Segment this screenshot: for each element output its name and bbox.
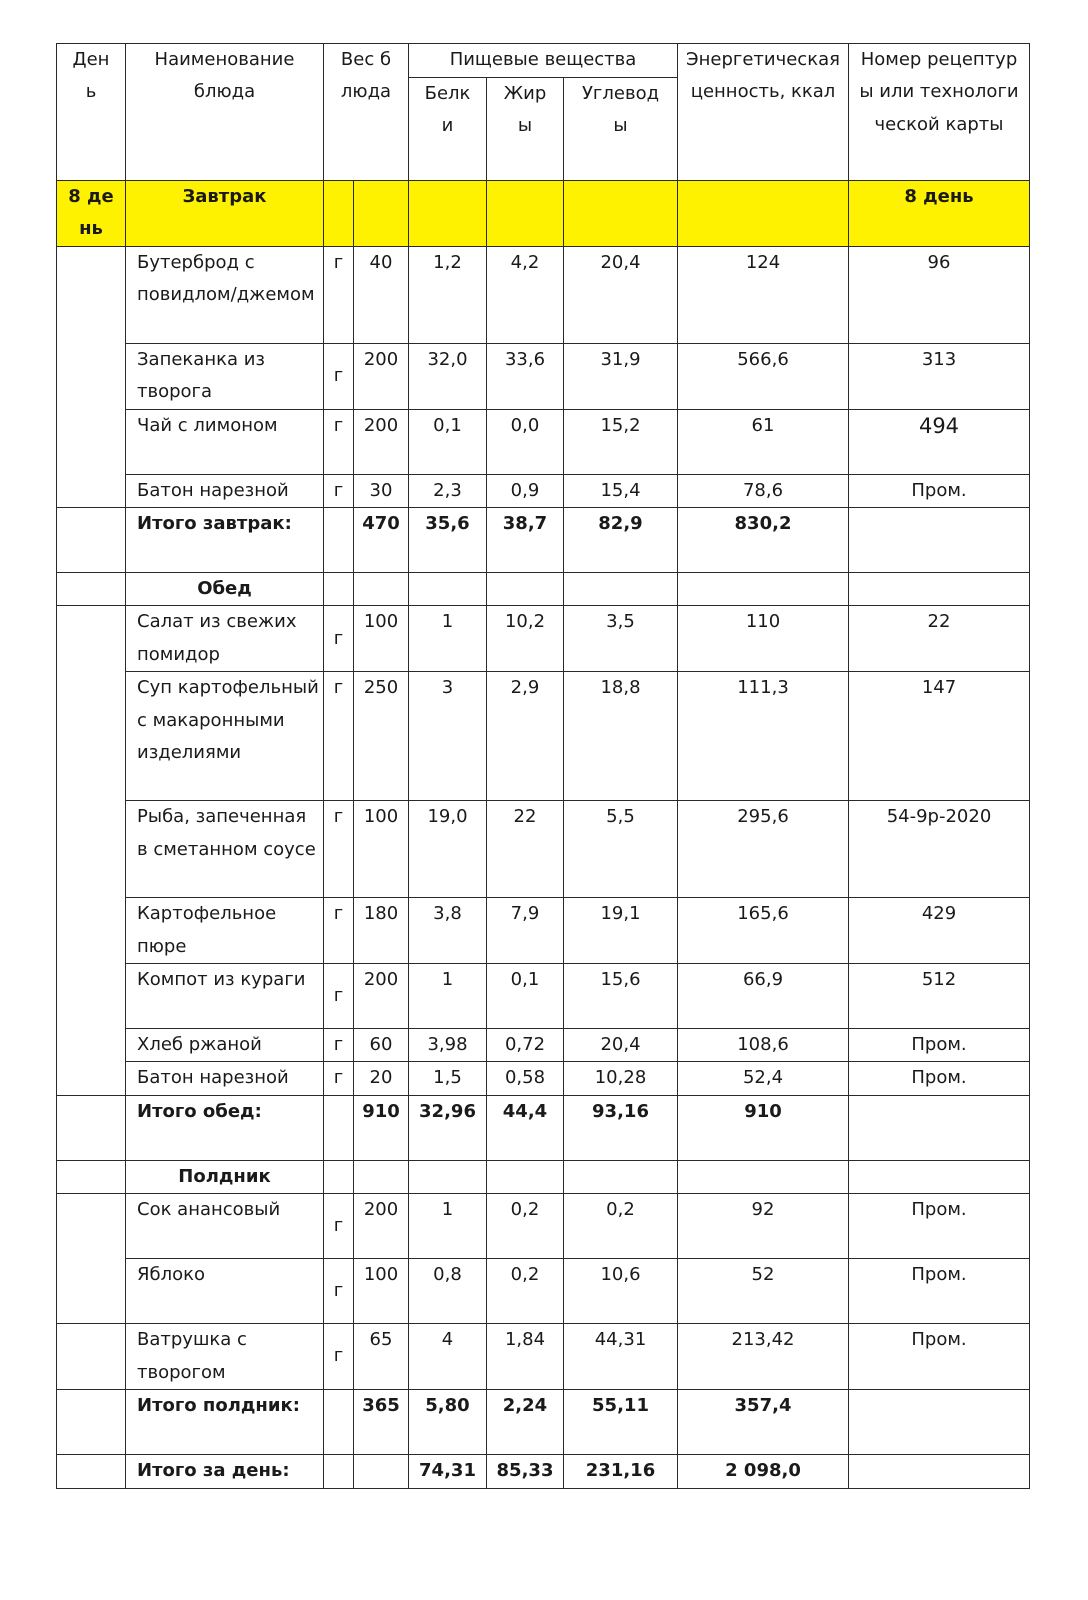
dish-recipe: 512	[849, 964, 1030, 1029]
dish-energy: 110	[678, 606, 849, 672]
unit: г	[324, 343, 354, 409]
day-total-label: Итого за день:	[126, 1455, 324, 1488]
dish-fats: 2,9	[487, 672, 564, 801]
dish-proteins: 1	[409, 964, 487, 1029]
snack-header-row	[57, 1160, 1030, 1193]
day-total-carbs: 231,16	[564, 1455, 678, 1488]
dish-recipe: 313	[849, 343, 1030, 409]
total-label: Итого завтрак:	[126, 508, 324, 573]
dish-carbs: 10,28	[564, 1062, 678, 1095]
dish-carbs: 5,5	[564, 801, 678, 898]
dish-carbs: 19,1	[564, 898, 678, 964]
table-row	[57, 801, 1030, 898]
dish-fats: 0,72	[487, 1029, 564, 1062]
unit: г	[324, 898, 354, 964]
dish-fats: 33,6	[487, 343, 564, 409]
dish-carbs: 44,31	[564, 1324, 678, 1390]
dish-recipe: Пром.	[849, 1259, 1030, 1324]
unit: г	[324, 474, 354, 507]
dish-recipe: 22	[849, 606, 1030, 672]
total-fats: 38,7	[487, 508, 564, 573]
total-weight: 910	[354, 1095, 409, 1160]
dish-weight: 200	[354, 964, 409, 1029]
header-carbs: Углеводы	[564, 78, 678, 181]
dish-recipe: 429	[849, 898, 1030, 964]
dish-proteins: 1	[409, 1194, 487, 1259]
dish-recipe: Пром.	[849, 1029, 1030, 1062]
dish-fats: 10,2	[487, 606, 564, 672]
day-total-proteins: 74,31	[409, 1455, 487, 1488]
dish-fats: 7,9	[487, 898, 564, 964]
dish-proteins: 1	[409, 606, 487, 672]
unit: г	[324, 801, 354, 898]
dish-proteins: 0,1	[409, 409, 487, 474]
day-cell-empty	[57, 1194, 126, 1324]
total-row-snack	[57, 1390, 1030, 1455]
dish-recipe: 147	[849, 672, 1030, 801]
day-total-fats: 85,33	[487, 1455, 564, 1488]
dish-name: Хлеб ржаной	[126, 1029, 324, 1062]
dish-carbs: 15,4	[564, 474, 678, 507]
dish-weight: 100	[354, 606, 409, 672]
dish-recipe: Пром.	[849, 1194, 1030, 1259]
dish-name: Компот из кураги	[126, 964, 324, 1029]
dish-fats: 0,2	[487, 1259, 564, 1324]
unit: г	[324, 1259, 354, 1324]
dish-weight: 180	[354, 898, 409, 964]
table-row	[57, 409, 1030, 474]
breakfast-header-row	[57, 181, 1030, 247]
header-nutrients: Пищевые вещества	[409, 44, 678, 78]
unit: г	[324, 246, 354, 343]
dish-name: Рыба, запеченная в сметанном соусе	[126, 801, 324, 898]
day-cell-empty	[57, 1324, 126, 1390]
dish-carbs: 20,4	[564, 1029, 678, 1062]
dish-name: Бутерброд с повидлом/джемом	[126, 246, 324, 343]
dish-carbs: 18,8	[564, 672, 678, 801]
dish-name: Батон нарезной	[126, 474, 324, 507]
dish-proteins: 2,3	[409, 474, 487, 507]
total-label: Итого обед:	[126, 1095, 324, 1160]
dish-weight: 30	[354, 474, 409, 507]
total-energy: 830,2	[678, 508, 849, 573]
dish-fats: 0,9	[487, 474, 564, 507]
dish-energy: 295,6	[678, 801, 849, 898]
dish-recipe: Пром.	[849, 1062, 1030, 1095]
dish-weight: 20	[354, 1062, 409, 1095]
dish-name: Чай с лимоном	[126, 409, 324, 474]
dish-energy: 52	[678, 1259, 849, 1324]
dish-energy: 165,6	[678, 898, 849, 964]
dish-proteins: 3,8	[409, 898, 487, 964]
unit: г	[324, 1194, 354, 1259]
dish-energy: 66,9	[678, 964, 849, 1029]
total-label: Итого полдник:	[126, 1390, 324, 1455]
header-day: День	[57, 44, 126, 181]
unit: г	[324, 1324, 354, 1390]
dish-proteins: 3	[409, 672, 487, 801]
header-recipe: Номер рецептуры или технологической карты	[849, 44, 1030, 181]
header-row	[57, 44, 1030, 78]
total-proteins: 5,80	[409, 1390, 487, 1455]
dish-name: Салат из свежих помидор	[126, 606, 324, 672]
day-cell-empty	[57, 606, 126, 1095]
dish-carbs: 15,6	[564, 964, 678, 1029]
dish-name: Яблоко	[126, 1259, 324, 1324]
total-fats: 44,4	[487, 1095, 564, 1160]
dish-energy: 52,4	[678, 1062, 849, 1095]
dish-fats: 0,2	[487, 1194, 564, 1259]
table-row	[57, 672, 1030, 801]
table-row	[57, 474, 1030, 507]
total-row-lunch	[57, 1095, 1030, 1160]
dish-name: Суп картофельный с макаронными изделиями	[126, 672, 324, 801]
total-fats: 2,24	[487, 1390, 564, 1455]
total-carbs: 82,9	[564, 508, 678, 573]
dish-carbs: 20,4	[564, 246, 678, 343]
day-total-energy: 2 098,0	[678, 1455, 849, 1488]
table-row	[57, 1259, 1030, 1324]
dish-weight: 100	[354, 801, 409, 898]
unit: г	[324, 964, 354, 1029]
unit: г	[324, 672, 354, 801]
dish-recipe: 96	[849, 246, 1030, 343]
dish-proteins: 0,8	[409, 1259, 487, 1324]
total-proteins: 32,96	[409, 1095, 487, 1160]
dish-energy: 566,6	[678, 343, 849, 409]
dish-weight: 200	[354, 409, 409, 474]
dish-recipe: Пром.	[849, 474, 1030, 507]
total-row-breakfast	[57, 508, 1030, 573]
section-title-snack: Полдник	[126, 1160, 324, 1193]
dish-recipe: 494	[849, 409, 1030, 474]
total-proteins: 35,6	[409, 508, 487, 573]
unit: г	[324, 606, 354, 672]
dish-name: Ватрушка с творогом	[126, 1324, 324, 1390]
dish-weight: 250	[354, 672, 409, 801]
dish-carbs: 0,2	[564, 1194, 678, 1259]
unit: г	[324, 1029, 354, 1062]
dish-energy: 124	[678, 246, 849, 343]
table-row	[57, 343, 1030, 409]
table-row	[57, 898, 1030, 964]
dish-weight: 40	[354, 246, 409, 343]
dish-carbs: 31,9	[564, 343, 678, 409]
dish-proteins: 32,0	[409, 343, 487, 409]
dish-fats: 1,84	[487, 1324, 564, 1390]
dish-carbs: 15,2	[564, 409, 678, 474]
dish-energy: 213,42	[678, 1324, 849, 1390]
dish-fats: 0,58	[487, 1062, 564, 1095]
total-carbs: 93,16	[564, 1095, 678, 1160]
day-label: 8 день	[57, 181, 126, 247]
dish-name: Картофельное пюре	[126, 898, 324, 964]
dish-energy: 78,6	[678, 474, 849, 507]
day-cell-empty	[57, 246, 126, 507]
dish-carbs: 3,5	[564, 606, 678, 672]
unit: г	[324, 1062, 354, 1095]
dish-proteins: 1,2	[409, 246, 487, 343]
total-row-day	[57, 1455, 1030, 1488]
dish-weight: 65	[354, 1324, 409, 1390]
header-dish-name: Наименование блюда	[126, 44, 324, 181]
menu-table	[56, 43, 1030, 1489]
total-carbs: 55,11	[564, 1390, 678, 1455]
dish-energy: 108,6	[678, 1029, 849, 1062]
table-row	[57, 1029, 1030, 1062]
table-row	[57, 1194, 1030, 1259]
section-title-breakfast: Завтрак	[126, 181, 324, 247]
dish-proteins: 3,98	[409, 1029, 487, 1062]
dish-energy: 92	[678, 1194, 849, 1259]
dish-name: Батон нарезной	[126, 1062, 324, 1095]
table-row	[57, 964, 1030, 1029]
dish-proteins: 19,0	[409, 801, 487, 898]
dish-name: Запеканка из творога	[126, 343, 324, 409]
header-weight: Вес блюда	[324, 44, 409, 181]
dish-fats: 22	[487, 801, 564, 898]
dish-energy: 111,3	[678, 672, 849, 801]
dish-recipe: 54-9р-2020	[849, 801, 1030, 898]
dish-weight: 200	[354, 1194, 409, 1259]
dish-carbs: 10,6	[564, 1259, 678, 1324]
dish-fats: 0,0	[487, 409, 564, 474]
dish-fats: 4,2	[487, 246, 564, 343]
total-energy: 357,4	[678, 1390, 849, 1455]
day-recipe-label: 8 день	[849, 181, 1030, 247]
total-energy: 910	[678, 1095, 849, 1160]
dish-weight: 200	[354, 343, 409, 409]
header-fats: Жиры	[487, 78, 564, 181]
header-proteins: Белки	[409, 78, 487, 181]
dish-name: Сок анансовый	[126, 1194, 324, 1259]
table-row	[57, 246, 1030, 343]
table-row	[57, 606, 1030, 672]
dish-recipe: Пром.	[849, 1324, 1030, 1390]
unit: г	[324, 409, 354, 474]
dish-energy: 61	[678, 409, 849, 474]
dish-fats: 0,1	[487, 964, 564, 1029]
dish-weight: 100	[354, 1259, 409, 1324]
section-title-lunch: Обед	[126, 573, 324, 606]
total-weight: 470	[354, 508, 409, 573]
dish-proteins: 4	[409, 1324, 487, 1390]
header-energy: Энергетическая ценность, ккал	[678, 44, 849, 181]
table-row	[57, 1324, 1030, 1390]
total-weight: 365	[354, 1390, 409, 1455]
dish-weight: 60	[354, 1029, 409, 1062]
lunch-header-row	[57, 573, 1030, 606]
table-row	[57, 1062, 1030, 1095]
dish-proteins: 1,5	[409, 1062, 487, 1095]
